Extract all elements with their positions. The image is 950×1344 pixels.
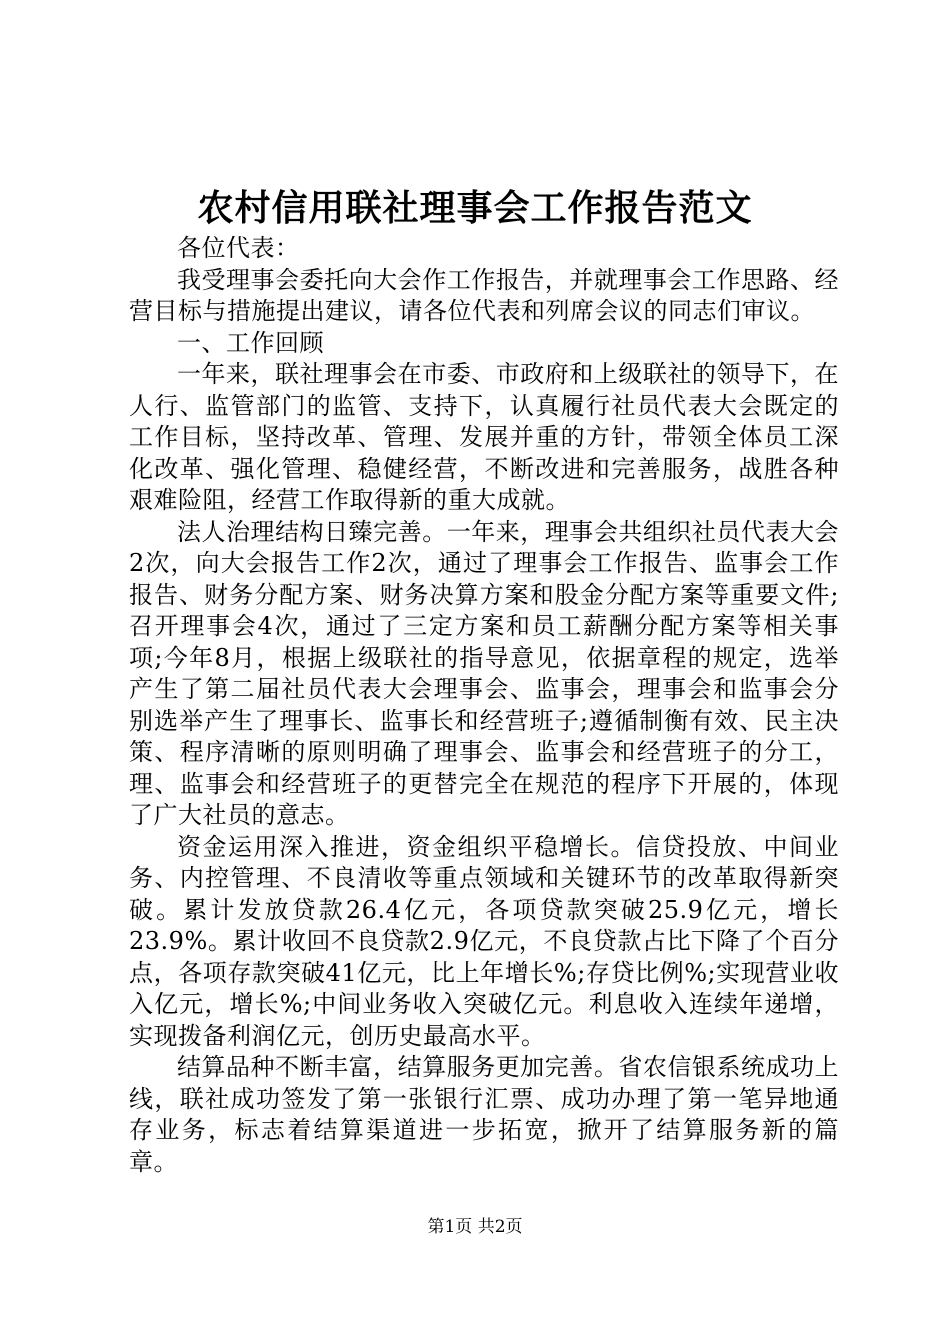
page-footer: 第1页 共2页 [427,1217,523,1237]
document-body [129,233,839,1178]
body-paragraph: 一年来，联社理事会在市委、市政府和上级联社的领导下，在人行、监管部门的监管、支持下，认真履行社员代表大会既定的工作目标，坚持改革、管理、发展并重的方针，带领全体员工深化改革、强化管理、稳健经营，不断改进和完善服务，战胜各种艰难险阻，经营工作取得新的重大成就。 [129,360,839,514]
intro-paragraph: 我受理事会委托向大会作工作报告，并就理事会工作思路、经营目标与措施提出建议，请各位代表和列席会议的同志们审议。 [129,265,839,325]
section-heading: 一、工作回顾 [177,328,324,357]
salutation: 各位代表： [177,234,300,262]
body-paragraph: 资金运用深入推进，资金组织平稳增长。信贷投放、中间业务、内控管理、不良清收等重点领域和关键环节的改革取得新突破。累计发放贷款26.4亿元，各项贷款突破25.9亿元，增长23.9%。累计收回不良贷款2.9亿元，不良贷款占比下降了个百分点，各项存款突破41亿元，比上年增长%;存贷比例%;实现营业收入亿元，增长%;中间业务收入突破亿元。利息收入连续年递增，实现拨备利润亿元，创历史最高水平。 [129,832,839,1050]
body-paragraph: 结算品种不断丰富，结算服务更加完善。省农信银系统成功上线，联社成功签发了第一张银行汇票、成功办理了第一笔异地通存业务，标志着结算渠道进一步拓宽，掀开了结算服务新的篇章。 [129,1053,839,1176]
document-title: 农村信用联社理事会工作报告范文 [197,187,753,229]
body-paragraph: 法人治理结构日臻完善。一年来，理事会共组织社员代表大会2次，向大会报告工作2次，通过了理事会工作报告、监事会工作报告、财务分配方案、财务决算方案和股金分配方案等重要文件;召开理事会4次，通过了三定方案和员工薪酬分配方案等相关事项;今年8月，根据上级联社的指导意见，依据章程的规定，选举产生了第二届社员代表大会理事会、监事会，理事会和监事会分别选举产生了理事长、监事长和经营班子;遵循制衡有效、民主决策、程序清晰的原则明确了理事会、监事会和经营班子的分工，理、监事会和经营班子的更替完全在规范的程序下开展的，体现了广大社员的意志。 [129,517,839,829]
